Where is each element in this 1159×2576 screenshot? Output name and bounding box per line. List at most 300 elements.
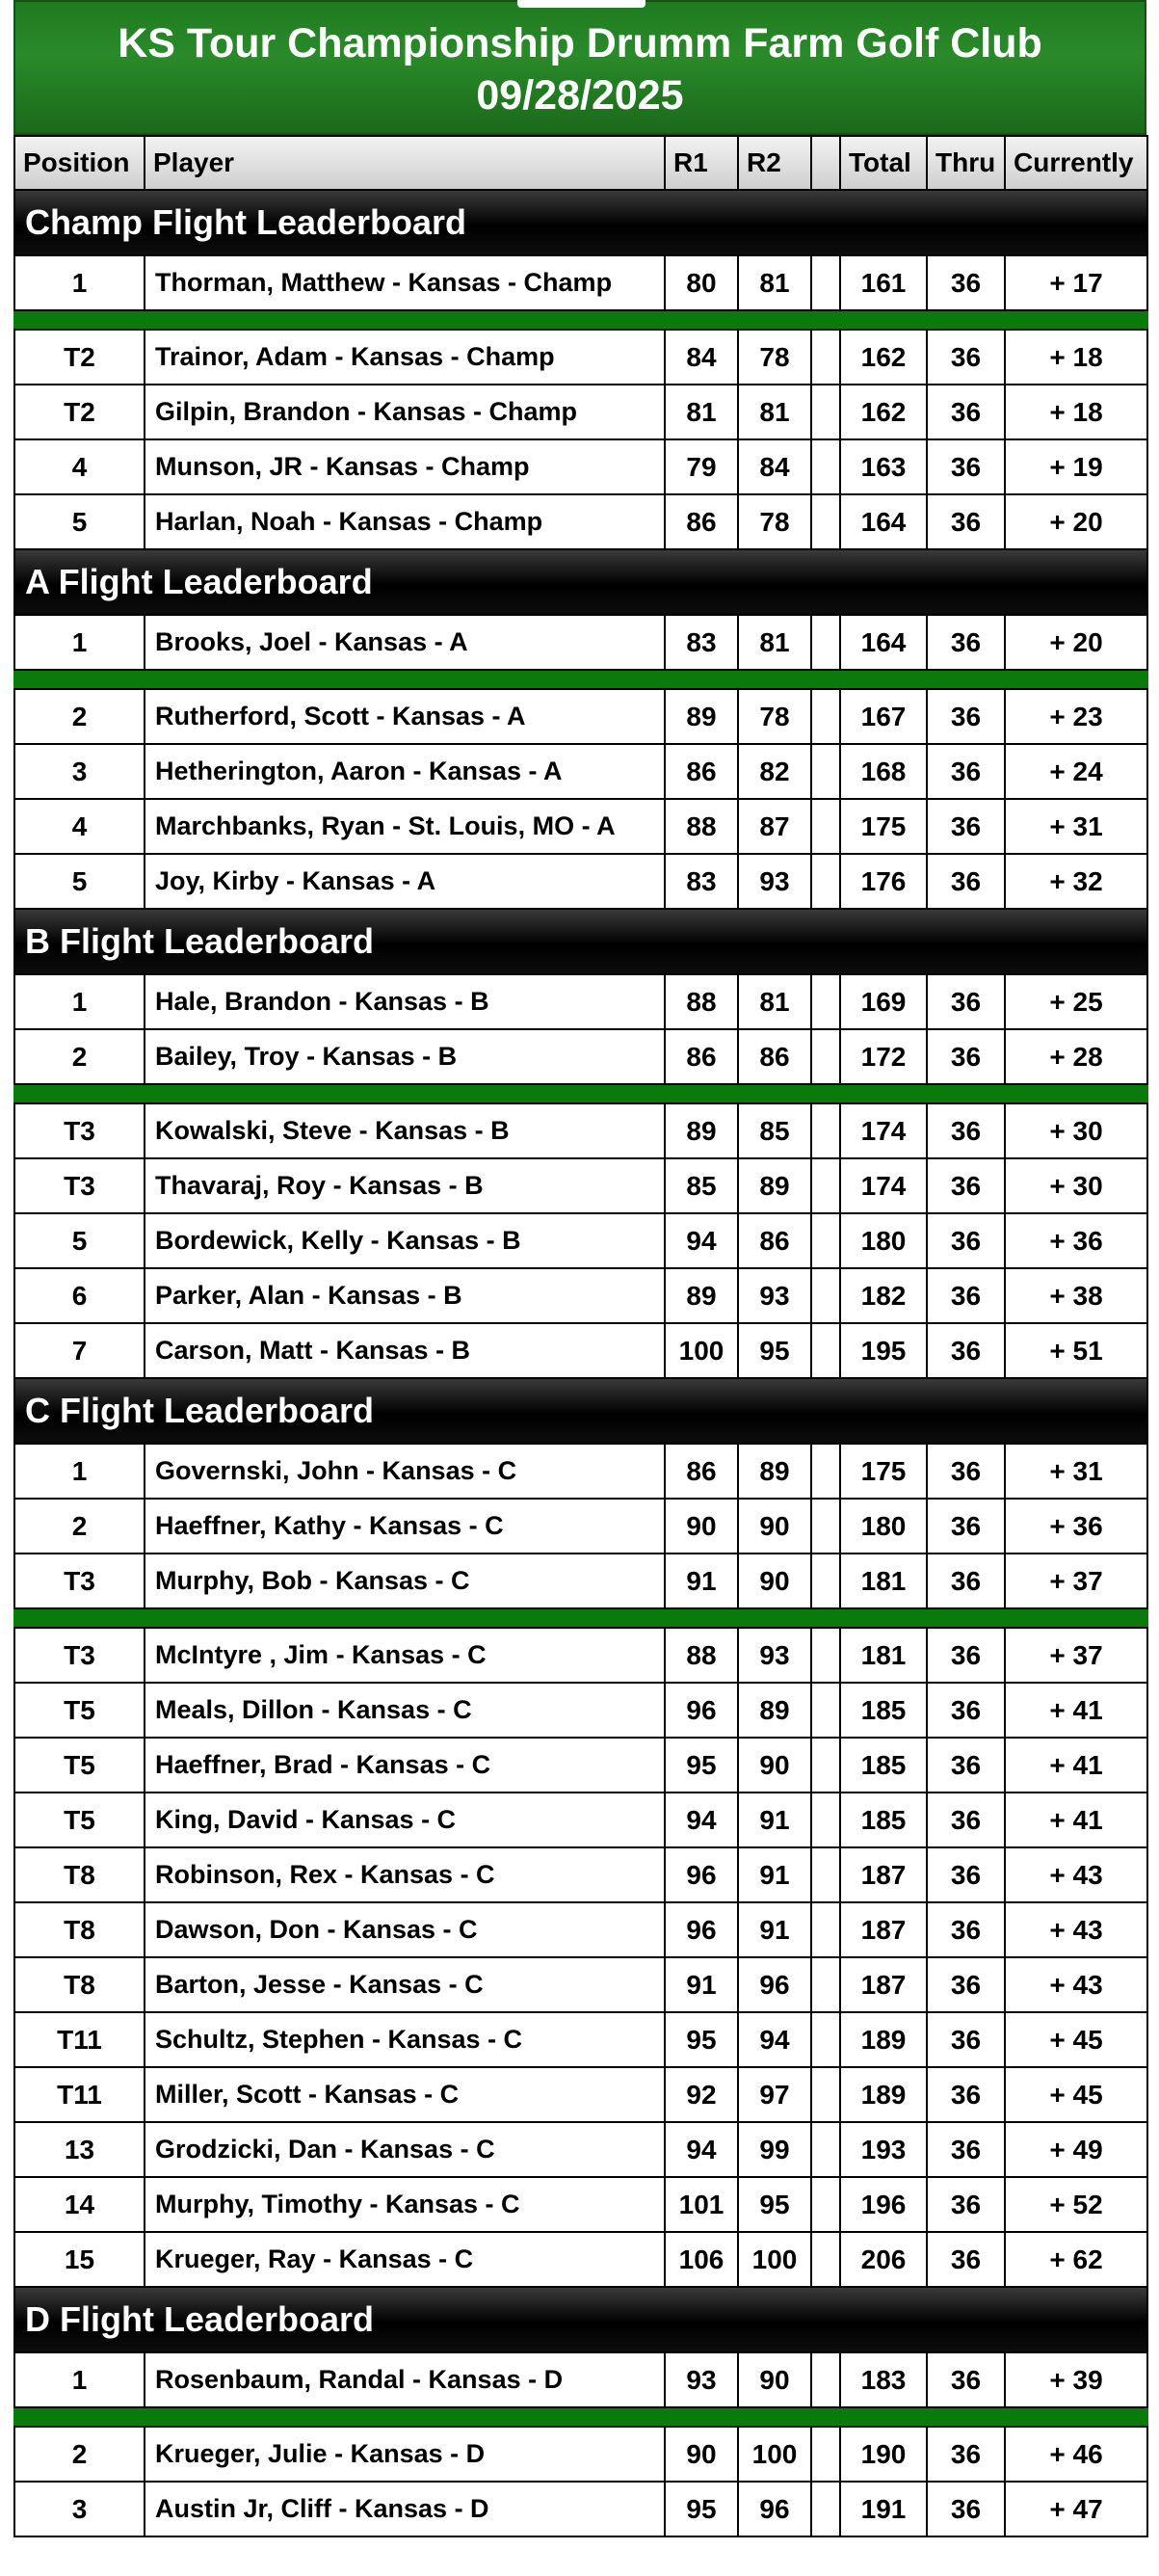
thru-cell: 36	[927, 974, 1005, 1029]
player-cell: Miller, Scott - Kansas - C	[145, 2067, 665, 2122]
table-row	[14, 744, 1147, 799]
thru-cell: 36	[927, 1554, 1005, 1608]
r1-cell: 79	[665, 439, 738, 494]
thru-cell: 36	[927, 1683, 1005, 1738]
blank-cell	[811, 1847, 840, 1902]
column-header-r2: R2	[738, 136, 811, 190]
currently-cell: + 43	[1005, 1847, 1147, 1902]
r2-cell: 90	[738, 2352, 811, 2407]
table-row	[14, 2122, 1147, 2177]
r1-cell: 95	[665, 2012, 738, 2067]
table-row	[14, 1158, 1147, 1213]
currently-cell: + 49	[1005, 2122, 1147, 2177]
currently-cell: + 31	[1005, 1444, 1147, 1499]
r1-cell: 84	[665, 330, 738, 385]
r2-cell: 82	[738, 744, 811, 799]
position-cell: 4	[14, 799, 145, 854]
green-separator-row	[14, 670, 1147, 689]
table-row	[14, 1444, 1147, 1499]
total-cell: 180	[840, 1213, 927, 1268]
table-row	[14, 1738, 1147, 1793]
position-cell: T5	[14, 1683, 145, 1738]
blank-cell	[811, 2177, 840, 2232]
r1-cell: 100	[665, 1323, 738, 1378]
thru-cell: 36	[927, 2427, 1005, 2482]
currently-cell: + 52	[1005, 2177, 1147, 2232]
player-cell: Schultz, Stephen - Kansas - C	[145, 2012, 665, 2067]
table-row	[14, 1554, 1147, 1608]
total-cell: 196	[840, 2177, 927, 2232]
player-cell: Marchbanks, Ryan - St. Louis, MO - A	[145, 799, 665, 854]
table-row	[14, 615, 1147, 670]
player-cell: Parker, Alan - Kansas - B	[145, 1268, 665, 1323]
table-row	[14, 330, 1147, 385]
r2-cell: 78	[738, 330, 811, 385]
r1-cell: 95	[665, 1738, 738, 1793]
position-cell: 3	[14, 744, 145, 799]
total-cell: 185	[840, 1793, 927, 1847]
thru-cell: 36	[927, 1103, 1005, 1158]
thru-cell: 36	[927, 1847, 1005, 1902]
player-cell: Haeffner, Brad - Kansas - C	[145, 1738, 665, 1793]
currently-cell: + 28	[1005, 1029, 1147, 1084]
thru-cell: 36	[927, 385, 1005, 439]
position-cell: T8	[14, 1847, 145, 1902]
player-cell: McIntyre , Jim - Kansas - C	[145, 1628, 665, 1683]
player-cell: King, David - Kansas - C	[145, 1793, 665, 1847]
r1-cell: 91	[665, 1554, 738, 1608]
page-header	[13, 0, 1146, 135]
table-row	[14, 2232, 1147, 2287]
r1-cell: 94	[665, 1793, 738, 1847]
table-row	[14, 1029, 1147, 1084]
column-header-currently: Currently	[1005, 136, 1147, 190]
r2-cell: 89	[738, 1444, 811, 1499]
column-header-r1: R1	[665, 136, 738, 190]
total-cell: 167	[840, 689, 927, 744]
position-cell: T8	[14, 1902, 145, 1957]
thru-cell: 36	[927, 330, 1005, 385]
currently-cell: + 18	[1005, 330, 1147, 385]
thru-cell: 36	[927, 1213, 1005, 1268]
r1-cell: 88	[665, 799, 738, 854]
total-cell: 189	[840, 2067, 927, 2122]
blank-cell	[811, 1103, 840, 1158]
position-cell: 1	[14, 2352, 145, 2407]
r2-cell: 81	[738, 974, 811, 1029]
r1-cell: 90	[665, 2427, 738, 2482]
total-cell: 187	[840, 1902, 927, 1957]
player-cell: Grodzicki, Dan - Kansas - C	[145, 2122, 665, 2177]
position-cell: 2	[14, 2427, 145, 2482]
blank-cell	[811, 2232, 840, 2287]
r1-cell: 106	[665, 2232, 738, 2287]
position-cell: T3	[14, 1628, 145, 1683]
thru-cell: 36	[927, 1957, 1005, 2012]
r2-cell: 100	[738, 2232, 811, 2287]
green-separator	[14, 2407, 1147, 2427]
green-separator-row	[14, 310, 1147, 330]
thru-cell: 36	[927, 1444, 1005, 1499]
r2-cell: 85	[738, 1103, 811, 1158]
green-separator	[14, 1084, 1147, 1103]
total-cell: 174	[840, 1103, 927, 1158]
position-cell: T8	[14, 1957, 145, 2012]
blank-cell	[811, 2352, 840, 2407]
currently-cell: + 23	[1005, 689, 1147, 744]
r1-cell: 86	[665, 1029, 738, 1084]
currently-cell: + 41	[1005, 1793, 1147, 1847]
table-row	[14, 689, 1147, 744]
r1-cell: 86	[665, 494, 738, 549]
position-cell: 1	[14, 1444, 145, 1499]
currently-cell: + 25	[1005, 974, 1147, 1029]
player-cell: Trainor, Adam - Kansas - Champ	[145, 330, 665, 385]
position-cell: T3	[14, 1158, 145, 1213]
blank-cell	[811, 1029, 840, 1084]
blank-cell	[811, 1957, 840, 2012]
currently-cell: + 38	[1005, 1268, 1147, 1323]
blank-cell	[811, 974, 840, 1029]
total-cell: 191	[840, 2482, 927, 2536]
column-header-position: Position	[14, 136, 145, 190]
currently-cell: + 17	[1005, 255, 1147, 310]
r1-cell: 93	[665, 2352, 738, 2407]
player-cell: Governski, John - Kansas - C	[145, 1444, 665, 1499]
thru-cell: 36	[927, 689, 1005, 744]
blank-cell	[811, 1628, 840, 1683]
r1-cell: 94	[665, 2122, 738, 2177]
position-cell: 1	[14, 255, 145, 310]
currently-cell: + 62	[1005, 2232, 1147, 2287]
thru-cell: 36	[927, 2177, 1005, 2232]
player-cell: Harlan, Noah - Kansas - Champ	[145, 494, 665, 549]
thru-cell: 36	[927, 1793, 1005, 1847]
currently-cell: + 47	[1005, 2482, 1147, 2536]
green-separator	[14, 1608, 1147, 1628]
player-cell: Murphy, Bob - Kansas - C	[145, 1554, 665, 1608]
thru-cell: 36	[927, 2352, 1005, 2407]
currently-cell: + 45	[1005, 2012, 1147, 2067]
r1-cell: 81	[665, 385, 738, 439]
r1-cell: 101	[665, 2177, 738, 2232]
blank-cell	[811, 2122, 840, 2177]
table-row	[14, 1213, 1147, 1268]
position-cell: T11	[14, 2012, 145, 2067]
table-row	[14, 2352, 1147, 2407]
currently-cell: + 30	[1005, 1158, 1147, 1213]
r2-cell: 91	[738, 1847, 811, 1902]
r2-cell: 90	[738, 1554, 811, 1608]
thru-cell: 36	[927, 1628, 1005, 1683]
thru-cell: 36	[927, 2482, 1005, 2536]
green-separator	[14, 310, 1147, 330]
table-row	[14, 385, 1147, 439]
position-cell: T5	[14, 1738, 145, 1793]
table-row	[14, 1268, 1147, 1323]
r2-cell: 84	[738, 439, 811, 494]
currently-cell: + 45	[1005, 2067, 1147, 2122]
blank-cell	[811, 494, 840, 549]
thru-cell: 36	[927, 1902, 1005, 1957]
position-cell: 3	[14, 2482, 145, 2536]
currently-cell: + 30	[1005, 1103, 1147, 1158]
player-cell: Dawson, Don - Kansas - C	[145, 1902, 665, 1957]
position-cell: T3	[14, 1554, 145, 1608]
r2-cell: 90	[738, 1499, 811, 1554]
r2-cell: 78	[738, 494, 811, 549]
player-cell: Gilpin, Brandon - Kansas - Champ	[145, 385, 665, 439]
r2-cell: 99	[738, 2122, 811, 2177]
r2-cell: 81	[738, 615, 811, 670]
table-row	[14, 439, 1147, 494]
thru-cell: 36	[927, 439, 1005, 494]
r1-cell: 88	[665, 1628, 738, 1683]
total-cell: 164	[840, 494, 927, 549]
currently-cell: + 39	[1005, 2352, 1147, 2407]
currently-cell: + 43	[1005, 1957, 1147, 2012]
thru-cell: 36	[927, 1499, 1005, 1554]
table-row	[14, 2177, 1147, 2232]
r2-cell: 86	[738, 1029, 811, 1084]
flight-title: Champ Flight Leaderboard	[14, 190, 1147, 255]
currently-cell: + 37	[1005, 1554, 1147, 1608]
position-cell: 13	[14, 2122, 145, 2177]
blank-cell	[811, 1444, 840, 1499]
blank-cell	[811, 330, 840, 385]
blank-cell	[811, 1213, 840, 1268]
thru-cell: 36	[927, 1738, 1005, 1793]
r1-cell: 96	[665, 1683, 738, 1738]
position-cell: 2	[14, 1029, 145, 1084]
r2-cell: 100	[738, 2427, 811, 2482]
currently-cell: + 37	[1005, 1628, 1147, 1683]
r1-cell: 89	[665, 1268, 738, 1323]
player-cell: Kowalski, Steve - Kansas - B	[145, 1103, 665, 1158]
table-row	[14, 2482, 1147, 2536]
blank-cell	[811, 854, 840, 909]
table-row	[14, 1683, 1147, 1738]
player-cell: Hetherington, Aaron - Kansas - A	[145, 744, 665, 799]
player-cell: Barton, Jesse - Kansas - C	[145, 1957, 665, 2012]
total-cell: 175	[840, 799, 927, 854]
total-cell: 195	[840, 1323, 927, 1378]
r2-cell: 78	[738, 689, 811, 744]
blank-cell	[811, 255, 840, 310]
r2-cell: 90	[738, 1738, 811, 1793]
player-cell: Thavaraj, Roy - Kansas - B	[145, 1158, 665, 1213]
total-cell: 183	[840, 2352, 927, 2407]
position-cell: T11	[14, 2067, 145, 2122]
r2-cell: 96	[738, 2482, 811, 2536]
r2-cell: 97	[738, 2067, 811, 2122]
total-cell: 169	[840, 974, 927, 1029]
blank-cell	[811, 2482, 840, 2536]
currently-cell: + 51	[1005, 1323, 1147, 1378]
blank-cell	[811, 1323, 840, 1378]
blank-cell	[811, 1158, 840, 1213]
total-cell: 162	[840, 330, 927, 385]
position-cell: 6	[14, 1268, 145, 1323]
column-header-blank	[811, 136, 840, 190]
currently-cell: + 18	[1005, 385, 1147, 439]
blank-cell	[811, 744, 840, 799]
player-cell: Haeffner, Kathy - Kansas - C	[145, 1499, 665, 1554]
total-cell: 176	[840, 854, 927, 909]
total-cell: 163	[840, 439, 927, 494]
player-cell: Murphy, Timothy - Kansas - C	[145, 2177, 665, 2232]
blank-cell	[811, 439, 840, 494]
top-tab	[517, 0, 645, 8]
table-row	[14, 1902, 1147, 1957]
table-row	[14, 255, 1147, 310]
total-cell: 180	[840, 1499, 927, 1554]
leaderboard-body	[14, 190, 1147, 2536]
total-cell: 164	[840, 615, 927, 670]
player-cell: Austin Jr, Cliff - Kansas - D	[145, 2482, 665, 2536]
table-row	[14, 2012, 1147, 2067]
total-cell: 172	[840, 1029, 927, 1084]
position-cell: T3	[14, 1103, 145, 1158]
position-cell: 5	[14, 494, 145, 549]
position-cell: 4	[14, 439, 145, 494]
currently-cell: + 36	[1005, 1213, 1147, 1268]
thru-cell: 36	[927, 799, 1005, 854]
total-cell: 187	[840, 1847, 927, 1902]
r1-cell: 96	[665, 1902, 738, 1957]
player-cell: Rutherford, Scott - Kansas - A	[145, 689, 665, 744]
flight-header-row	[14, 2287, 1147, 2352]
thru-cell: 36	[927, 744, 1005, 799]
flight-title: D Flight Leaderboard	[14, 2287, 1147, 2352]
table-row	[14, 799, 1147, 854]
green-separator	[14, 670, 1147, 689]
thru-cell: 36	[927, 1158, 1005, 1213]
total-cell: 206	[840, 2232, 927, 2287]
currently-cell: + 43	[1005, 1902, 1147, 1957]
r2-cell: 91	[738, 1902, 811, 1957]
blank-cell	[811, 1554, 840, 1608]
thru-cell: 36	[927, 854, 1005, 909]
position-cell: 14	[14, 2177, 145, 2232]
thru-cell: 36	[927, 2067, 1005, 2122]
table-row	[14, 1957, 1147, 2012]
position-cell: 5	[14, 854, 145, 909]
r1-cell: 80	[665, 255, 738, 310]
table-row	[14, 974, 1147, 1029]
r1-cell: 96	[665, 1847, 738, 1902]
currently-cell: + 24	[1005, 744, 1147, 799]
thru-cell: 36	[927, 1323, 1005, 1378]
currently-cell: + 36	[1005, 1499, 1147, 1554]
r1-cell: 89	[665, 689, 738, 744]
player-cell: Thorman, Matthew - Kansas - Champ	[145, 255, 665, 310]
table-row	[14, 494, 1147, 549]
r2-cell: 93	[738, 854, 811, 909]
r1-cell: 85	[665, 1158, 738, 1213]
currently-cell: + 20	[1005, 494, 1147, 549]
table-row	[14, 1103, 1147, 1158]
r1-cell: 91	[665, 1957, 738, 2012]
player-cell: Robinson, Rex - Kansas - C	[145, 1847, 665, 1902]
player-cell: Bordewick, Kelly - Kansas - B	[145, 1213, 665, 1268]
position-cell: 7	[14, 1323, 145, 1378]
r1-cell: 90	[665, 1499, 738, 1554]
blank-cell	[811, 689, 840, 744]
position-cell: 1	[14, 615, 145, 670]
table-row	[14, 1847, 1147, 1902]
currently-cell: + 31	[1005, 799, 1147, 854]
player-cell: Krueger, Julie - Kansas - D	[145, 2427, 665, 2482]
r2-cell: 87	[738, 799, 811, 854]
thru-cell: 36	[927, 1029, 1005, 1084]
total-cell: 175	[840, 1444, 927, 1499]
player-cell: Krueger, Ray - Kansas - C	[145, 2232, 665, 2287]
column-header-total: Total	[840, 136, 927, 190]
blank-cell	[811, 385, 840, 439]
blank-cell	[811, 2067, 840, 2122]
r1-cell: 94	[665, 1213, 738, 1268]
total-cell: 187	[840, 1957, 927, 2012]
total-cell: 189	[840, 2012, 927, 2067]
flight-header-row	[14, 909, 1147, 974]
currently-cell: + 46	[1005, 2427, 1147, 2482]
thru-cell: 36	[927, 2012, 1005, 2067]
thru-cell: 36	[927, 615, 1005, 670]
table-row	[14, 1323, 1147, 1378]
total-cell: 161	[840, 255, 927, 310]
r2-cell: 86	[738, 1213, 811, 1268]
leaderboard	[13, 0, 1146, 2537]
currently-cell: + 41	[1005, 1683, 1147, 1738]
total-cell: 190	[840, 2427, 927, 2482]
blank-cell	[811, 1902, 840, 1957]
blank-cell	[811, 1268, 840, 1323]
r2-cell: 89	[738, 1683, 811, 1738]
player-cell: Brooks, Joel - Kansas - A	[145, 615, 665, 670]
player-cell: Bailey, Troy - Kansas - B	[145, 1029, 665, 1084]
currently-cell: + 19	[1005, 439, 1147, 494]
column-header-row	[14, 136, 1147, 190]
blank-cell	[811, 1683, 840, 1738]
position-cell: 15	[14, 2232, 145, 2287]
thru-cell: 36	[927, 2122, 1005, 2177]
position-cell: T5	[14, 1793, 145, 1847]
r1-cell: 86	[665, 744, 738, 799]
player-cell: Carson, Matt - Kansas - B	[145, 1323, 665, 1378]
total-cell: 181	[840, 1628, 927, 1683]
r2-cell: 96	[738, 1957, 811, 2012]
green-separator-row	[14, 1084, 1147, 1103]
currently-cell: + 20	[1005, 615, 1147, 670]
flight-title: B Flight Leaderboard	[14, 909, 1147, 974]
blank-cell	[811, 1499, 840, 1554]
r2-cell: 91	[738, 1793, 811, 1847]
flight-header-row	[14, 1378, 1147, 1444]
position-cell: 1	[14, 974, 145, 1029]
r2-cell: 93	[738, 1628, 811, 1683]
total-cell: 181	[840, 1554, 927, 1608]
r2-cell: 94	[738, 2012, 811, 2067]
blank-cell	[811, 799, 840, 854]
player-cell: Meals, Dillon - Kansas - C	[145, 1683, 665, 1738]
total-cell: 185	[840, 1738, 927, 1793]
blank-cell	[811, 615, 840, 670]
blank-cell	[811, 1738, 840, 1793]
position-cell: 5	[14, 1213, 145, 1268]
position-cell: 2	[14, 1499, 145, 1554]
r1-cell: 83	[665, 854, 738, 909]
